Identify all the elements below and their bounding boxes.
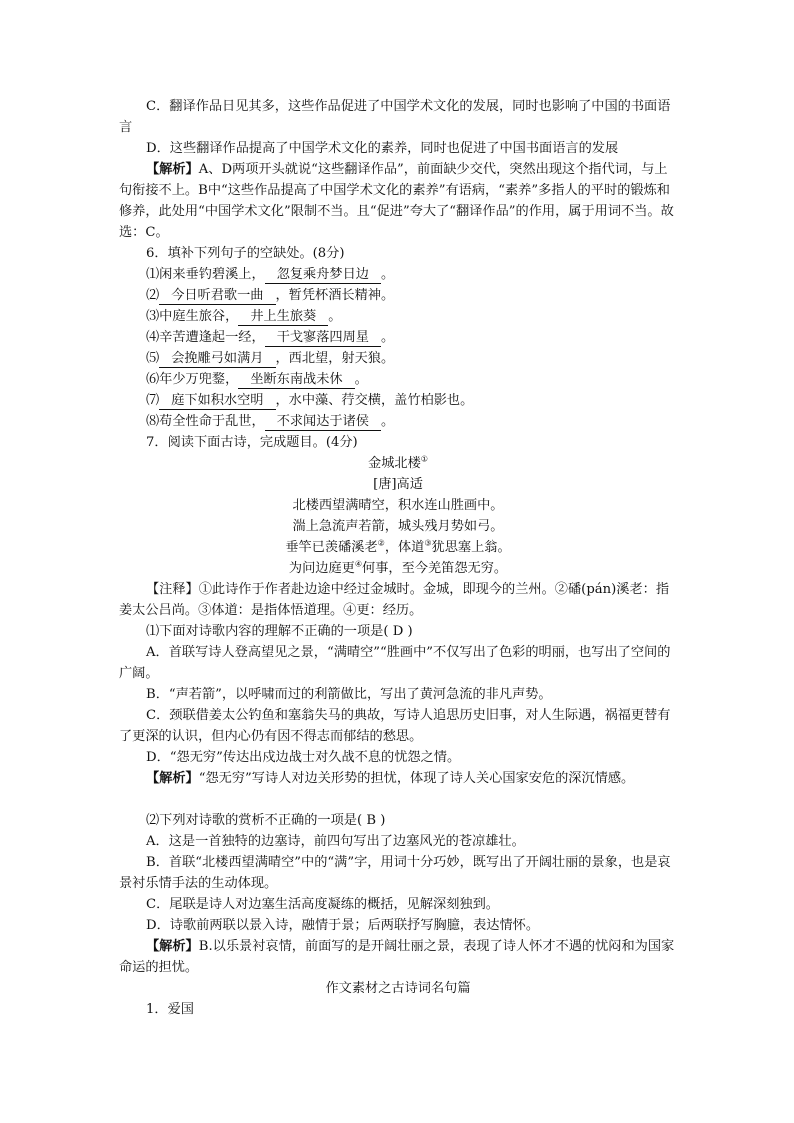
answer-blank: 井上生旅葵 bbox=[238, 309, 328, 326]
answer-blank: 庭下如积水空明 bbox=[159, 393, 275, 410]
poem-line: 湍上急流声若箭，城头残月势如弓。 bbox=[292, 519, 504, 534]
document-page bbox=[119, 96, 677, 1020]
q7-sub2-option-d: D．诗歌前两联以景入诗，融情于景；后两联抒写胸臆，表达情怀。 bbox=[146, 918, 540, 933]
poem-line: 垂竿已羡磻溪老②，体道③犹思塞上翁。 bbox=[285, 538, 511, 555]
q7-sub1-option-d: D．“怨无穷”传达出戍边战士对久战不息的忧怨之情。 bbox=[146, 750, 461, 765]
answer-blank: 坐断东南战未休 bbox=[238, 372, 354, 389]
q7-title: 7．阅读下面古诗，完成题目。(4分) bbox=[146, 435, 358, 450]
q6-title: 6．填补下列句子的空缺处。(8分) bbox=[146, 246, 345, 261]
analysis-tag: 【解析】 bbox=[146, 162, 199, 177]
q6-item: ⑸ 会挽雕弓如满月 ，西北望，射天狼。 bbox=[146, 351, 395, 366]
poem-title: 金城北楼① bbox=[368, 454, 428, 471]
q6-item: ⑹年少万兜鍪， 坐断东南战未休 。 bbox=[146, 372, 368, 387]
q7-sub1-option-a: A．首联写诗人登高望见之景，“满晴空”“胜画中”不仅写出了色彩的明丽，也写出了空间的广阔。 bbox=[119, 645, 671, 681]
q7-sub1-stem: ⑴下面对诗歌内容的理解不正确的一项是( D ) bbox=[146, 624, 413, 639]
q7-sub2-option-c: C．尾联是诗人对边塞生活高度凝练的概括，见解深刻独到。 bbox=[146, 897, 499, 912]
q6-item: ⑴闲来垂钓碧溪上， 忽复乘舟梦日边 。 bbox=[146, 267, 395, 282]
poem-line: 北楼西望满晴空，积水连山胜画中。 bbox=[292, 498, 504, 513]
q7-sub1-option-b: B．“声若箭”，以呼啸而过的利箭做比，写出了黄河急流的非凡声势。 bbox=[146, 687, 552, 702]
poem-author: [唐]高适 bbox=[373, 477, 423, 492]
answer-blank: 会挽雕弓如满月 bbox=[159, 351, 275, 368]
spacer bbox=[119, 789, 677, 810]
q6-item: ⑷辛苦遭逢起一经， 干戈寥落四周星 。 bbox=[146, 330, 395, 345]
q6-item: ⑶中庭生旅谷， 井上生旅葵 。 bbox=[146, 309, 342, 324]
q6-items bbox=[119, 264, 677, 432]
analysis-text: A、D两项开头就说“这些翻译作品”，前面缺少交代，突然出现这个指代词，与上句衔接不上。B中“这些作品提高了中国学术文化的素养”有语病，“素养”多指人的平时的锻炼和修养，此处用“中国学术文化”限制不当。且“促进”夸大了“翻译作品”的作用，属于用词不当。故选：C。 bbox=[119, 162, 674, 240]
section-item: 1．爱国 bbox=[146, 1002, 194, 1017]
answer-blank: 干戈寥落四周星 bbox=[265, 330, 381, 347]
q6-item: ⑵ 今日听君歌一曲 ，暂凭杯酒长精神。 bbox=[146, 288, 395, 303]
poem-notes: 【注释】①此诗作于作者赴边途中经过金城时。金城，即现今的兰州。②磻(pán)溪老：指姜太公吕尚。③体道：是指体悟道理。④更：经历。 bbox=[119, 582, 670, 618]
q5-analysis bbox=[119, 159, 677, 243]
q7-sub2-stem: ⑵下列对诗歌的赏析不正确的一项是( B ) bbox=[146, 813, 386, 828]
q6-item: ⑻苟全性命于乱世， 不求闻达于诸侯 。 bbox=[146, 414, 395, 429]
q7-sub2-option-a: A．这是一首独特的边塞诗，前四句写出了边塞风光的苍凉雄壮。 bbox=[146, 834, 525, 849]
q7-sub1-option-c: C．颈联借姜太公钓鱼和塞翁失马的典故，写诗人追思历史旧事，对人生际遇，祸福更替有了更深的认识，但内心仍有因不得志而郁结的愁思。 bbox=[119, 708, 671, 744]
q5-option-c: C．翻译作品日见其多，这些作品促进了中国学术文化的发展，同时也影响了中国的书面语言 bbox=[119, 99, 671, 135]
section-title: 作文素材之古诗词名句篇 bbox=[325, 981, 471, 996]
answer-blank: 今日听君歌一曲 bbox=[159, 288, 275, 305]
q7-sub2-option-b: B．首联“北楼西望满晴空”中的“满”字，用词十分巧妙，既写出了开阔壮丽的景象，也是哀景衬乐情手法的生动体现。 bbox=[119, 855, 671, 891]
q7-sub1-analysis: 【解析】“怨无穷”写诗人对边关形势的担忧，体现了诗人关心国家安危的深沉情感。 bbox=[146, 771, 635, 786]
q6-item: ⑺ 庭下如积水空明 ，水中藻、荇交横，盖竹柏影也。 bbox=[146, 393, 474, 408]
q5-option-d: D．这些翻译作品提高了中国学术文化的素养，同时也促进了中国书面语言的发展 bbox=[146, 141, 619, 156]
poem-line: 为问边庭更④何事，至今羌笛怨无穷。 bbox=[288, 559, 508, 576]
q7-sub2-analysis: 【解析】B.以乐景衬哀情，前面写的是开阔壮丽之景，表现了诗人怀才不遇的忧闷和为国家命运的担忧。 bbox=[119, 939, 675, 975]
answer-blank: 忽复乘舟梦日边 bbox=[265, 267, 381, 284]
answer-blank: 不求闻达于诸侯 bbox=[265, 414, 381, 431]
